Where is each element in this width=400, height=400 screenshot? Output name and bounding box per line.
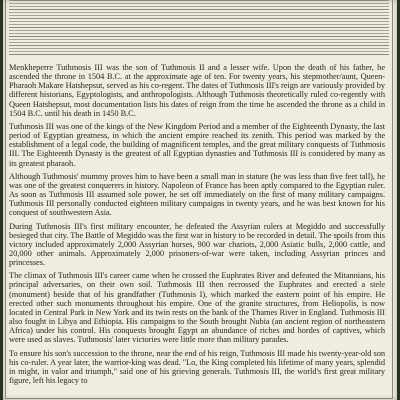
ruled-line xyxy=(9,45,389,46)
ruled-line xyxy=(9,21,389,22)
document-frame xyxy=(5,0,393,399)
ruled-line xyxy=(9,33,389,34)
ruled-header-band xyxy=(6,0,392,58)
ruled-line xyxy=(9,0,389,1)
ruled-line xyxy=(9,51,389,52)
paragraph-2: Tuthmosis III was one of the kings of the New Kingdom Period and a member of the Eighteenth Dynasty, the last period of Egyptian greatness, in which the ancient empire reached its zenith. This period was marked by the establishment of a legal code, the building of magnificent temples, and the great military conquests of Tuthmosis III. The Eighteenth Dynasty is the greatest of all Egyptian dynasties and Tuthmosis III is considered by many as its greatest pharaoh. xyxy=(9,121,385,168)
ruled-line xyxy=(9,15,389,16)
ruled-line xyxy=(9,39,389,40)
paragraph-4: During Tuthmosis III's first military encounter, he defeated the Assyrian rulers at Megiddo and successfully besieged that city. The Battle of Megiddo was the first war in history to be recorded in detail. The spoils from this victory included approximately 2,000 Assyrian horses, 900 war chariots, 2,000 Asiatic bulls, 2,000 cattle, and 20,000 other animals. Approximately 2,000 prisoners-of-war were taken, including Assyrian princes and princesses. xyxy=(9,221,385,268)
body-text xyxy=(9,63,385,389)
ruled-line xyxy=(9,9,389,10)
paragraph-3: Although Tuthmosis' mummy proves him to have been a small man in stature (he was less than five feet tall), he was one of the greatest conquerers in history. Napoleon of France has been aptly compared to the Egyptian ruler. As soon as Tuthmosis III assumed sole power, he set off immediately on the first of many military campaigns. Tuthmosis III personally conducted eighteen military campaigns in twenty years, and he was best known for his conquest of southwestern Asia. xyxy=(9,171,385,218)
ruled-line xyxy=(9,3,389,4)
ruled-line xyxy=(9,6,389,7)
ruled-line xyxy=(9,18,389,19)
paragraph-5: The climax of Tuthmosis III's career came when he crossed the Euphrates River and defeated the Mitannians, his principal adversaries, on their own soil. Tuthmosis III then recrossed the Euphrates and erected a stele (monument) beside that of his grandfather (Tuthmosis I), which marked the eastern point of his empire. He erected other such monuments throughout his empire. One of the granite structures, from Heliopolis, is now located in Central Park in New York and its twin rests on the bank of the Thames River in England. Tuthmosis III also fought in Libya and Ethiopia. His campaigns to the South brought Nubia (an ancient region of northeastern Africa) under his control. His conquests brought Egypt an abundance of riches and hordes of captives, which were used as slaves. Tuthmosis' later victories were little more than military parades. xyxy=(9,271,385,345)
ruled-line xyxy=(9,27,389,28)
document-sheet xyxy=(3,0,397,400)
ruled-line xyxy=(9,24,389,25)
ruled-line xyxy=(9,36,389,37)
paragraph-6: To ensure his son's succession to the throne, near the end of his reign, Tuthmosis III made his twenty-year-old son his co-ruler. A year later, the warrior-king was dead. "Lo, the King completed his lifetime of many years, splendid in might, in valor and triumph," said one of his grieving generals. Tuthmosis III, the world's first great military figure, left his legacy to xyxy=(9,348,385,385)
ruled-line xyxy=(9,12,389,13)
ruled-line xyxy=(9,54,389,55)
ruled-line xyxy=(9,48,389,49)
ruled-line xyxy=(9,30,389,31)
ruled-line xyxy=(9,42,389,43)
paragraph-1: Menkheperre Tuthmosis III was the son of Tuthmosis II and a lesser wife. Upon the death of his father, he ascended the throne in 1504 B.C. at the approximate age of ten. For twenty years, his stepmother/aunt, Queen-Pharaoh Makare Hatshepsut, served as his co-regent. The dates of Tuthmosis III's reign are variously provided by different historians, Egyptologists, and anthropologists. Although Tuthmosis theoretically ruled co-regently with Queen Hatshepsut, most documentation lists his dates of reign from the time he ascended the throne as a child in 1504 B.C. until his death in 1450 B.C. xyxy=(9,63,385,118)
